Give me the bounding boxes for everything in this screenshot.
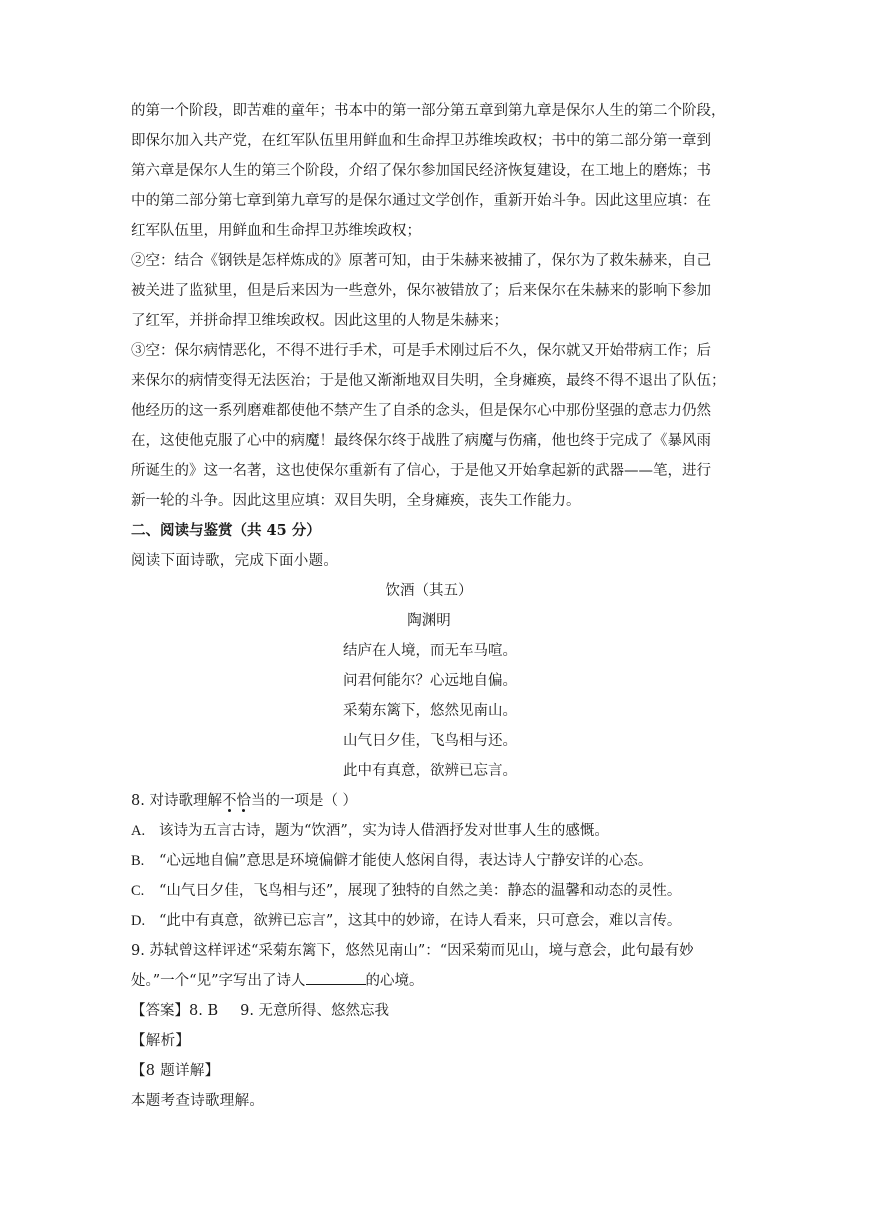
emphasis-dot-char: 恰 (236, 793, 251, 809)
question-8-stem-end: 当的一项是（ ） (250, 793, 358, 809)
option-letter: B. (131, 853, 145, 869)
question-9 (131, 936, 741, 996)
poem-title: 饮酒（其五） (385, 583, 473, 599)
paragraph-blank2 (131, 246, 741, 336)
option-text: 该诗为五言古诗，题为“饮酒”，实为诗人借酒抒发对世事人生的感慨。 (159, 823, 609, 839)
text-line: 中的第二部分第七章到第九章写的是保尔通过文学创作，重新开始斗争。因此这里应填：在 (131, 193, 711, 209)
option-text: “此中有真意，欲辨已忘言”，这其中的妙谛，在诗人看来，只可意会，难以言传。 (159, 913, 682, 929)
option-letter: C. (131, 883, 145, 899)
paragraph-blank3 (131, 336, 741, 516)
text-line: 新一轮的斗争。因此这里应填：双目失明，全身瘫痪，丧失工作能力。 (131, 493, 581, 509)
reading-instruction: 阅读下面诗歌，完成下面小题。 (131, 553, 339, 569)
text-line: ③空：保尔病情恶化，不得不进行手术，可是手术刚过后不久，保尔就又开始带病工作；后 (131, 343, 711, 359)
fill-in-blank (306, 970, 366, 985)
text-line: 所诞生的》这一名著，这也使保尔重新有了信心，于是他又开始拿起新的武器——笔，进行 (131, 463, 711, 479)
poem-line: 山气日夕佳，飞鸟相与还。 (343, 733, 517, 749)
analysis-label: 【解析】 (131, 1033, 191, 1049)
question-8-options (131, 816, 741, 936)
poem-body (131, 636, 741, 786)
option-text: “心远地自偏”意思是环境偏僻才能使人悠闲自得，表达诗人宁静安详的心态。 (159, 853, 653, 869)
option-text: “山气日夕佳，飞鸟相与还”，展现了独特的自然之美：静态的温馨和动态的灵性。 (159, 883, 682, 899)
document-content (131, 96, 741, 1116)
paragraph-blank1-continuation (131, 96, 741, 246)
option-d (131, 906, 741, 936)
poem-line: 结庐在人境，而无车马喧。 (343, 643, 517, 659)
text-line: 被关进了监狱里，但是后来因为一些意外，保尔被错放了；后来保尔在朱赫来的影响下参加 (131, 283, 711, 299)
section-heading: 二、阅读与鉴赏（共 45 分） (131, 522, 321, 539)
detail-label: 【8 题详解】 (131, 1063, 220, 1079)
text-line: 了红军，并拼命捍卫维埃政权。因此这里的人物是朱赫来； (131, 313, 508, 329)
text-line: 来保尔的病情变得无法医治；于是他又渐渐地双目失明，全身瘫痪，最终不得不退出了队伍； (131, 373, 726, 389)
question-9-line: 9. 苏轼曾这样评述“采菊东篱下，悠然见南山”：“因采菊而见山，境与意会，此句最有妙 (131, 943, 694, 959)
text-line: 他经历的这一系列磨难都使他不禁产生了自杀的念头，但是保尔心中那份坚强的意志力仍然 (131, 403, 711, 419)
option-b (131, 846, 741, 876)
answer-line (131, 996, 741, 1026)
question-9-text: 的心境。 (365, 973, 424, 989)
answer-9: 9. 无意所得、悠然忘我 (240, 1003, 390, 1019)
poem-line: 问君何能尔？心远地自偏。 (343, 673, 517, 689)
question-8-stem-start: 8. 对诗歌理解 (131, 793, 222, 809)
question-8-stem (131, 786, 741, 816)
option-c (131, 876, 741, 906)
text-line: 红军队伍里，用鲜血和生命捍卫苏维埃政权； (131, 223, 421, 239)
answer-label: 【答案】 (131, 1003, 189, 1019)
answer-8: 8. B (189, 1003, 219, 1019)
text-line: 的第一个阶段，即苦难的童年；书本中的第一部分第五章到第九章是保尔人生的第二个阶段， (131, 103, 726, 119)
option-letter: D. (131, 913, 146, 929)
poem-line: 此中有真意，欲辨已忘言。 (343, 763, 517, 779)
poem-line: 采菊东篱下，悠然见南山。 (343, 703, 517, 719)
option-letter: A. (131, 823, 146, 839)
text-line: ②空：结合《钢铁是怎样炼成的》原著可知，由于朱赫来被捕了，保尔为了救朱赫来，自己 (131, 253, 711, 269)
text-line: 第六章是保尔人生的第三个阶段，介绍了保尔参加国民经济恢复建设，在工地上的磨炼；书 (131, 163, 711, 179)
question-9-text: 处。”一个“见”字写出了诗人 (131, 973, 306, 989)
poem-author: 陶渊明 (407, 613, 451, 629)
detail-text: 本题考查诗歌理解。 (131, 1093, 265, 1109)
question-9-line (131, 966, 741, 996)
option-a (131, 816, 741, 846)
emphasis-dot-char: 不 (221, 793, 237, 809)
text-line: 在，这使他克服了心中的病魔！最终保尔终于战胜了病魔与伤痛，他也终于完成了《暴风雨 (131, 433, 711, 449)
text-line: 即保尔加入共产党，在红军队伍里用鲜血和生命捍卫苏维埃政权；书中的第二部分第一章到 (131, 133, 711, 149)
